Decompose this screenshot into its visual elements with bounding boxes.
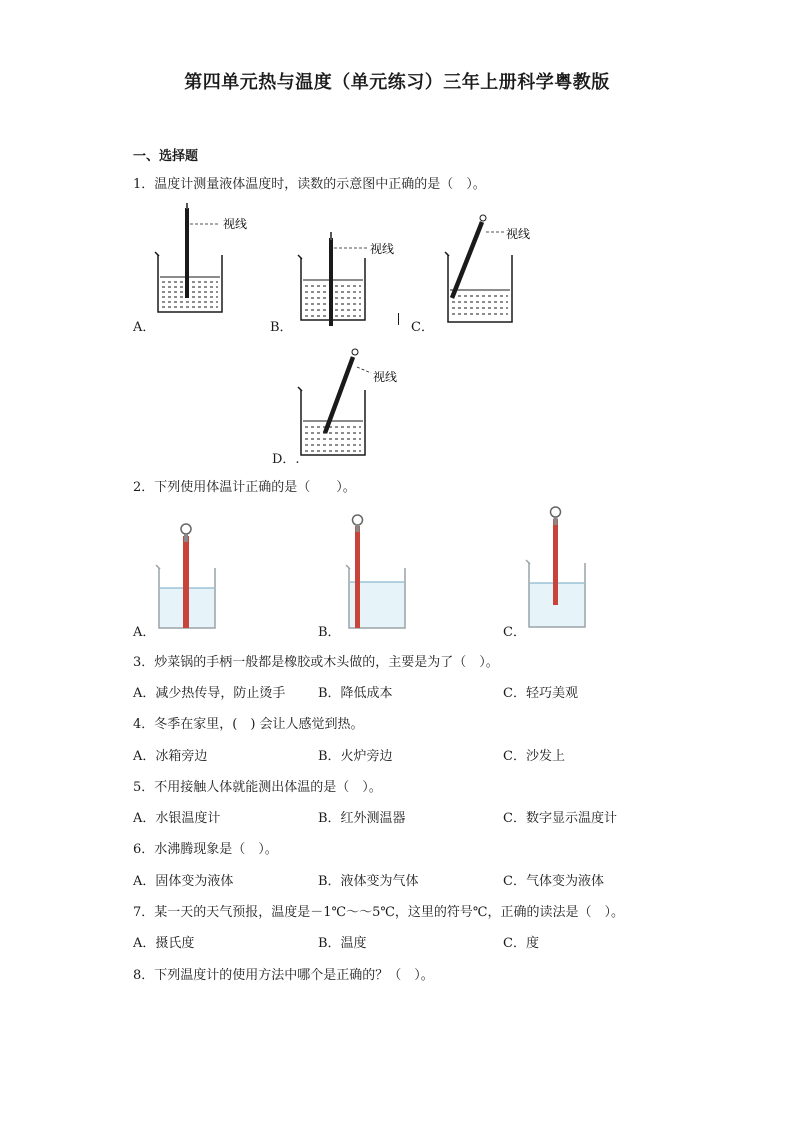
- q2-label-c: C．: [503, 625, 526, 640]
- q2-figure-b: [345, 512, 415, 632]
- q7-option-c[interactable]: C．度: [503, 936, 539, 951]
- q4-option-b[interactable]: B．火炉旁边: [318, 749, 393, 764]
- q1-figure-c: [440, 210, 560, 330]
- q5-option-b[interactable]: B．红外测温器: [318, 811, 406, 826]
- q6-option-a[interactable]: A．固体变为液体: [133, 874, 234, 889]
- q7-option-b[interactable]: B．温度: [318, 936, 367, 951]
- sight-line-label: 视线: [373, 370, 398, 384]
- q3-option-c[interactable]: C．轻巧美观: [503, 686, 578, 701]
- q4-option-a[interactable]: A．冰箱旁边: [133, 749, 208, 764]
- q1-label-a: A．: [133, 320, 156, 335]
- section-heading: 一、选择题: [133, 149, 199, 164]
- q5-option-c[interactable]: C．数字显示温度计: [503, 811, 617, 826]
- q2-figure-a: [155, 520, 225, 632]
- q6-option-c[interactable]: C．气体变为液体: [503, 874, 604, 889]
- q1-label-c: C．: [411, 320, 434, 335]
- question-3: 3．炒菜锅的手柄一般都是橡胶或木头做的，主要是为了（ ）。: [133, 655, 499, 670]
- sight-line-label: 视线: [506, 227, 531, 241]
- page-title: 第四单元热与温度（单元练习）三年上册科学粤教版: [184, 72, 610, 93]
- question-6: 6．水沸腾现象是（ ）。: [133, 842, 278, 857]
- q7-option-a[interactable]: A．摄氏度: [133, 936, 195, 951]
- q4-option-c[interactable]: C．沙发上: [503, 749, 565, 764]
- q1-label-d: D．.: [272, 452, 300, 467]
- q6-option-b[interactable]: B．液体变为气体: [318, 874, 419, 889]
- q1-label-b: B．: [270, 320, 293, 335]
- question-8: 8．下列温度计的使用方法中哪个是正确的？（ ）。: [133, 968, 434, 983]
- q3-option-a[interactable]: A．减少热传导，防止烫手: [133, 686, 286, 701]
- question-4: 4．冬季在家里，( ) 会让人感觉到热。: [133, 717, 364, 732]
- question-2: 2．下列使用体温计正确的是（ ）。: [133, 480, 356, 495]
- q3-option-b[interactable]: B．降低成本: [318, 686, 393, 701]
- sight-line-label: 视线: [223, 217, 248, 231]
- q2-figure-c: [525, 505, 595, 632]
- question-5: 5．不用接触人体就能测出体温的是（ ）。: [133, 780, 382, 795]
- q2-label-a: A．: [133, 625, 156, 640]
- sight-line-label: 视线: [370, 242, 395, 256]
- stray-mark: [398, 313, 399, 325]
- question-1: 1．温度计测量液体温度时，读数的示意图中正确的是（ ）。: [133, 177, 486, 192]
- q1-figure-a: [150, 200, 260, 325]
- q1-figure-d: [293, 345, 413, 460]
- q1-figure-b: [293, 228, 403, 328]
- q2-label-b: B．: [318, 625, 341, 640]
- q5-option-a[interactable]: A．水银温度计: [133, 811, 221, 826]
- question-7: 7．某一天的天气预报，温度是－1℃～～5℃，这里的符号℃，正确的读法是（ ）。: [133, 905, 624, 920]
